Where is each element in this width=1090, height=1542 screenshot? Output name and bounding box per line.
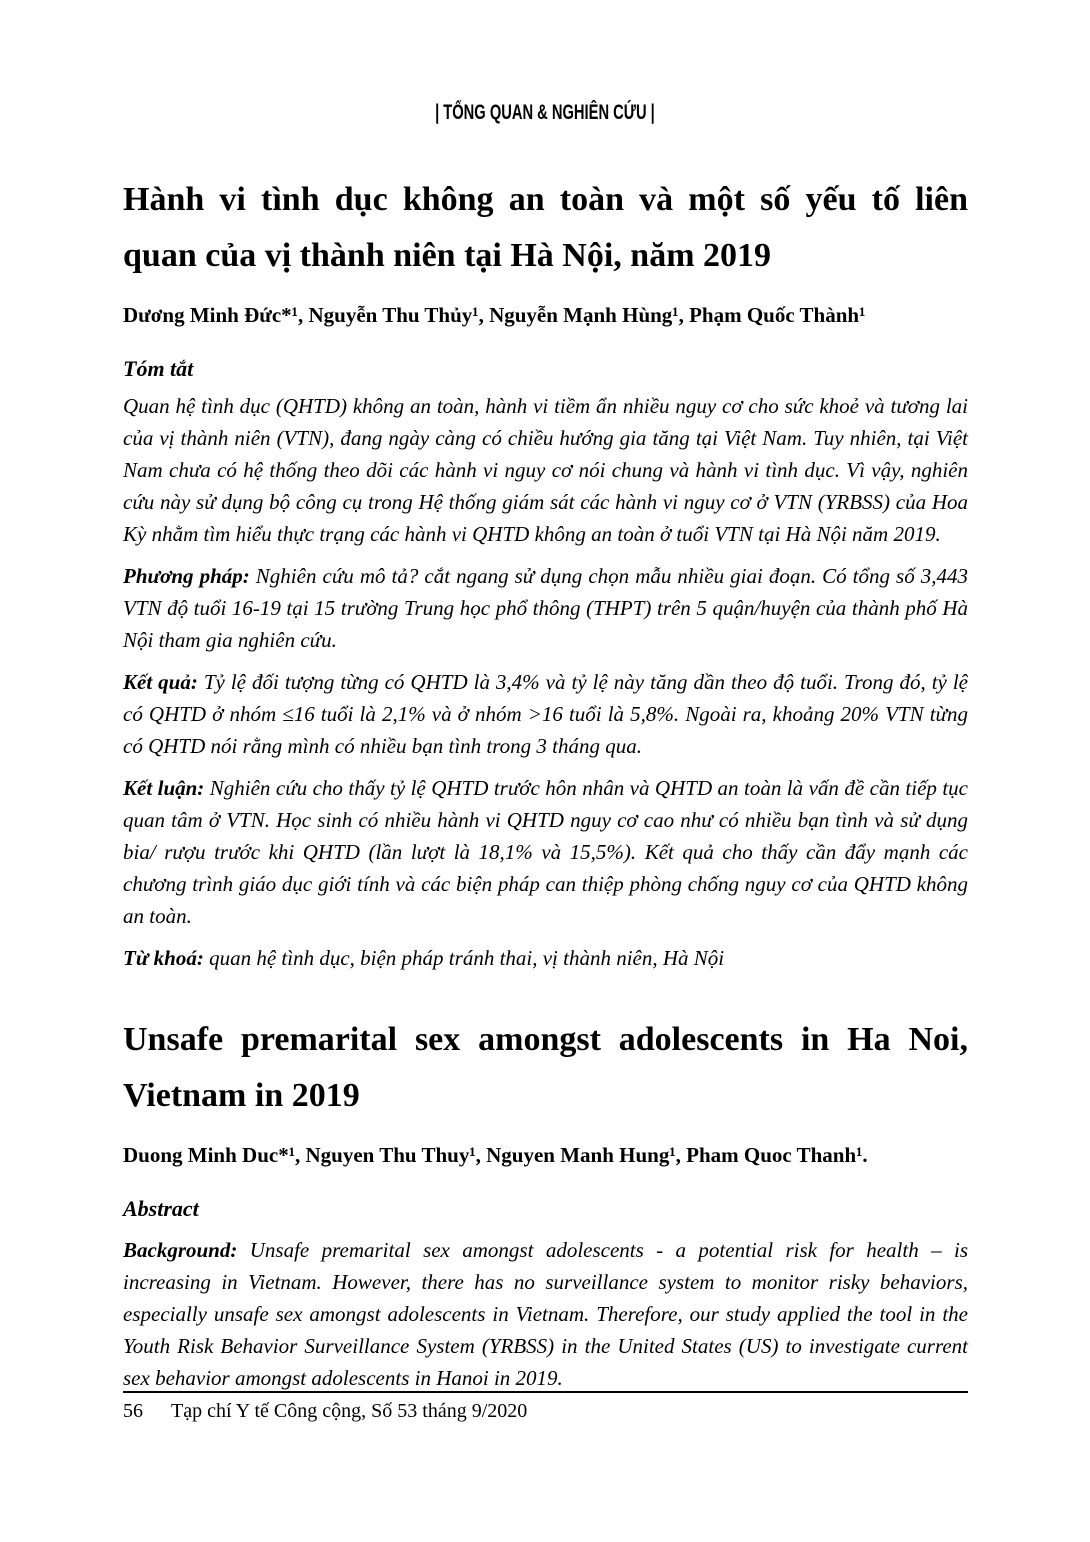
article-title-en — [123, 1012, 968, 1124]
footer-rule — [123, 1391, 968, 1393]
abstract-en-paragraph-background — [123, 1234, 968, 1394]
paragraph-lead: Từ khoá: — [123, 946, 204, 970]
authors-en: Duong Minh Duc*¹, Nguyen Thu Thuy¹, Nguyen Manh Hung¹, Pham Quoc Thanh¹. — [123, 1143, 868, 1167]
abstract-heading-en: Abstract — [123, 1196, 199, 1221]
page-number: 56 — [123, 1400, 143, 1422]
paragraph-text: Quan hệ tình dục (QHTD) không an toàn, hành vi tiềm ẩn nhiều nguy cơ cho sức khoẻ và tương lai của vị thành niên (VTN), đang ngày càng có chiều hướng gia tăng tại Việt Nam. Tuy nhiên, tại Việt Nam chưa có hệ thống theo dõi các hành vi nguy cơ nói chung và hành vi tình dục. Vì vậy, nghiên cứu này sử dụng bộ công cụ trong Hệ thống giám sát các hành vi nguy cơ ở VTN (YRBSS) của Hoa Kỳ nhằm tìm hiểu thực trạng các hành vi QHTD không an toàn ở tuổi VTN tại Hà Nội năm 2019. — [123, 394, 968, 546]
abstract-vi-paragraph-results — [123, 666, 968, 762]
abstract-heading-vi: Tóm tắt — [123, 356, 194, 381]
authors-vi: Dương Minh Đức*¹, Nguyễn Thu Thủy¹, Nguyễn Mạnh Hùng¹, Phạm Quốc Thành¹ — [123, 303, 866, 327]
article-title-vi — [123, 172, 968, 284]
article-title-vi-line1: Hành vi tình dục không an toàn và một số yếu tố liên — [123, 181, 968, 218]
paragraph-lead: Kết quả: — [123, 670, 198, 694]
paragraph-lead: Background: — [123, 1238, 238, 1262]
paragraph-text: Tỷ lệ đối tượng từng có QHTD là 3,4% và tỷ lệ này tăng dần theo độ tuổi. Trong đó, tỷ lệ có QHTD ở nhóm ≤16 tuổi là 2,1% và ở nhóm >16 tuổi là 5,8%. Ngoài ra, khoảng 20% VTN từng có QHTD nói rằng mình có nhiều bạn tình trong 3 tháng qua. — [123, 670, 968, 758]
page-footer — [123, 1398, 968, 1424]
article-content — [123, 0, 968, 1394]
keywords-vi — [123, 942, 968, 974]
journal-name: Tạp chí Y tế Công cộng, Số 53 tháng 9/2020 — [171, 1400, 528, 1422]
abstract-vi-paragraph-methods — [123, 560, 968, 656]
paragraph-lead: Phương pháp: — [123, 564, 250, 588]
paragraph-text: Nghiên cứu cho thấy tỷ lệ QHTD trước hôn nhân và QHTD an toàn là vấn đề cần tiếp tục quan tâm ở VTN. Học sinh có nhiều hành vi QHTD nguy cơ cao như có nhiều bạn tình và sử dụng bia/ rượu trước khi QHTD (lần lượt là 18,1% và 15,5%). Kết quả cho thấy cần đẩy mạnh các chương trình giáo dục giới tính và các biện pháp can thiệp phòng chống nguy cơ của QHTD không an toàn. — [123, 776, 968, 928]
paragraph-text: quan hệ tình dục, biện pháp tránh thai, vị thành niên, Hà Nội — [209, 946, 725, 970]
abstract-vi-paragraph-1 — [123, 390, 968, 550]
article-title-en-line2: Vietnam in 2019 — [123, 1077, 360, 1114]
abstract-vi-paragraph-conclusion — [123, 772, 968, 932]
article-title-en-line1: Unsafe premarital sex amongst adolescents in Ha Noi, — [123, 1021, 968, 1058]
article-title-vi-line2: quan của vị thành niên tại Hà Nội, năm 2019 — [123, 237, 772, 274]
paragraph-lead: Kết luận: — [123, 776, 205, 800]
paragraph-text: Unsafe premarital sex amongst adolescents - a potential risk for health – is increasing in Vietnam. However, there has no surveillance system to monitor risky behaviors, especially unsafe sex amongst adolescents in Vietnam. Therefore, our study applied the tool in the Youth Risk Behavior Surveillance System (YRBSS) in the United States (US) to investigate current sex behavior amongst adolescents in Hanoi in 2019. — [123, 1238, 969, 1390]
paragraph-text: Nghiên cứu mô tả? cắt ngang sử dụng chọn mẫu nhiều giai đoạn. Có tổng số 3,443 VTN độ tuổi 16-19 tại 15 trường Trung học phổ thông (THPT) trên 5 quận/huyện của thành phố Hà Nội tham gia nghiên cứu. — [123, 564, 968, 652]
section-header-label: | TỔNG QUAN & NGHIÊN CỨU | — [435, 101, 655, 124]
